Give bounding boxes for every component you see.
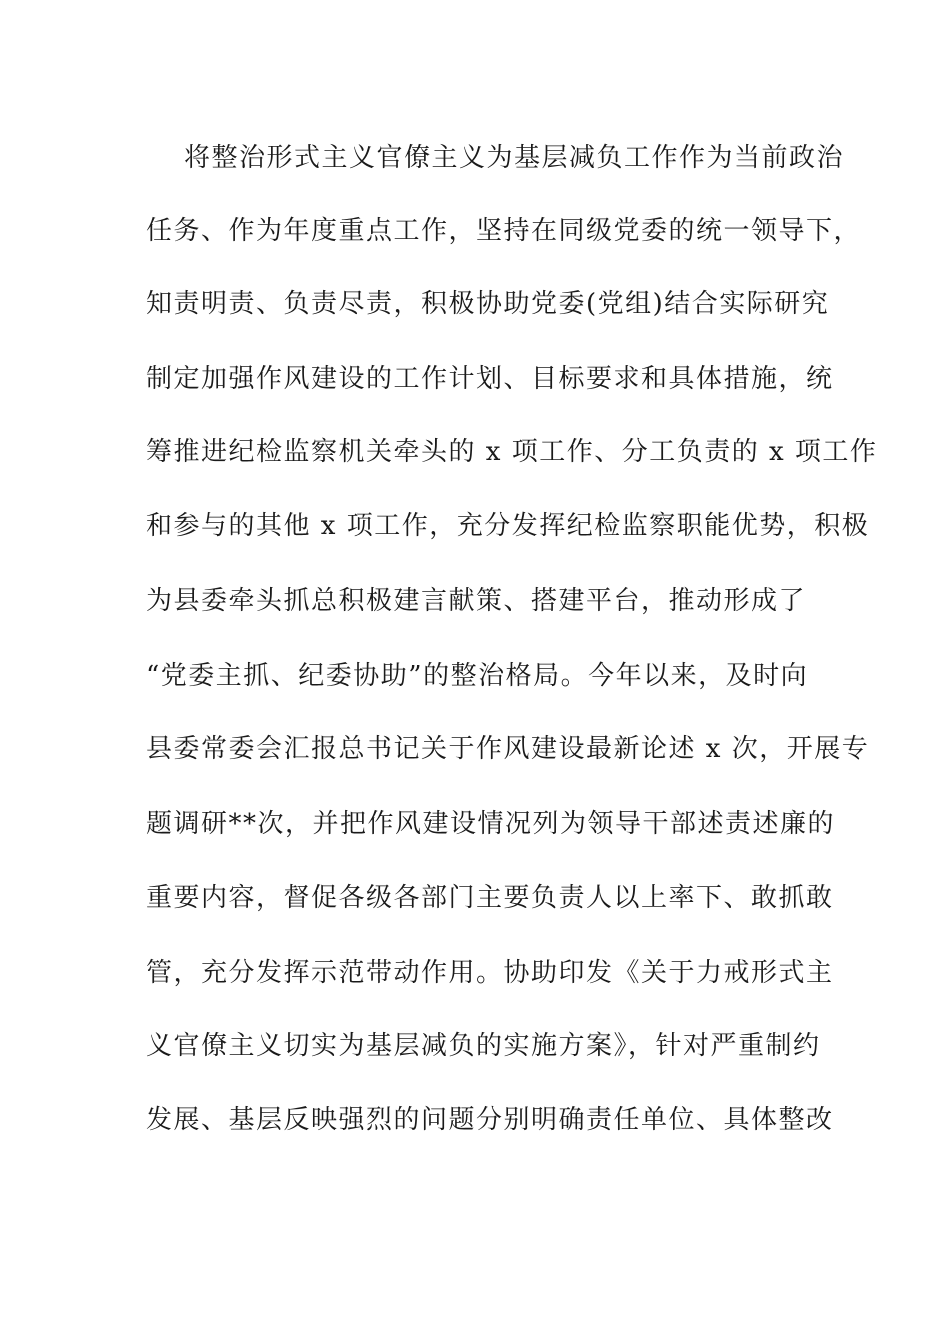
- paragraph-line: “党委主抓、纪委协助”的整治格局。今年以来，及时向: [146, 661, 809, 691]
- paragraph-line: 重要内容，督促各级各部门主要负责人以上率下、敢抓敢: [146, 883, 834, 913]
- paragraph-line: 制定加强作风建设的工作计划、目标要求和具体措施，统: [146, 364, 834, 394]
- paragraph-line: 筹推进纪检监察机关牵头的 x 项工作、分工负责的 x 项工作: [146, 437, 878, 467]
- paragraph-line: 发展、基层反映强烈的问题分别明确责任单位、具体整改: [146, 1105, 834, 1135]
- paragraph-line: 为县委牵头抓总积极建言献策、搭建平台，推动形成了: [146, 586, 807, 616]
- paragraph-line: 义官僚主义切实为基层减负的实施方案》，针对严重制约: [146, 1031, 821, 1061]
- paragraph-line: 管，充分发挥示范带动作用。协助印发《关于力戒形式主: [146, 958, 834, 988]
- paragraph-line: 知责明责、负责尽责，积极协助党委(党组)结合实际研究: [146, 289, 830, 319]
- paragraph-line: 题调研**次，并把作风建设情况列为领导干部述责述廉的: [146, 809, 836, 839]
- paragraph-line: 县委常委会汇报总书记关于作风建设最新论述 x 次，开展专: [146, 734, 870, 764]
- paragraph-line: 任务、作为年度重点工作，坚持在同级党委的统一领导下，: [146, 216, 862, 246]
- paragraph-line: 将整治形式主义官僚主义为基层减负工作作为当前政治: [184, 143, 845, 173]
- paragraph-line: 和参与的其他 x 项工作，充分发挥纪检监察职能优势，积极: [146, 511, 870, 541]
